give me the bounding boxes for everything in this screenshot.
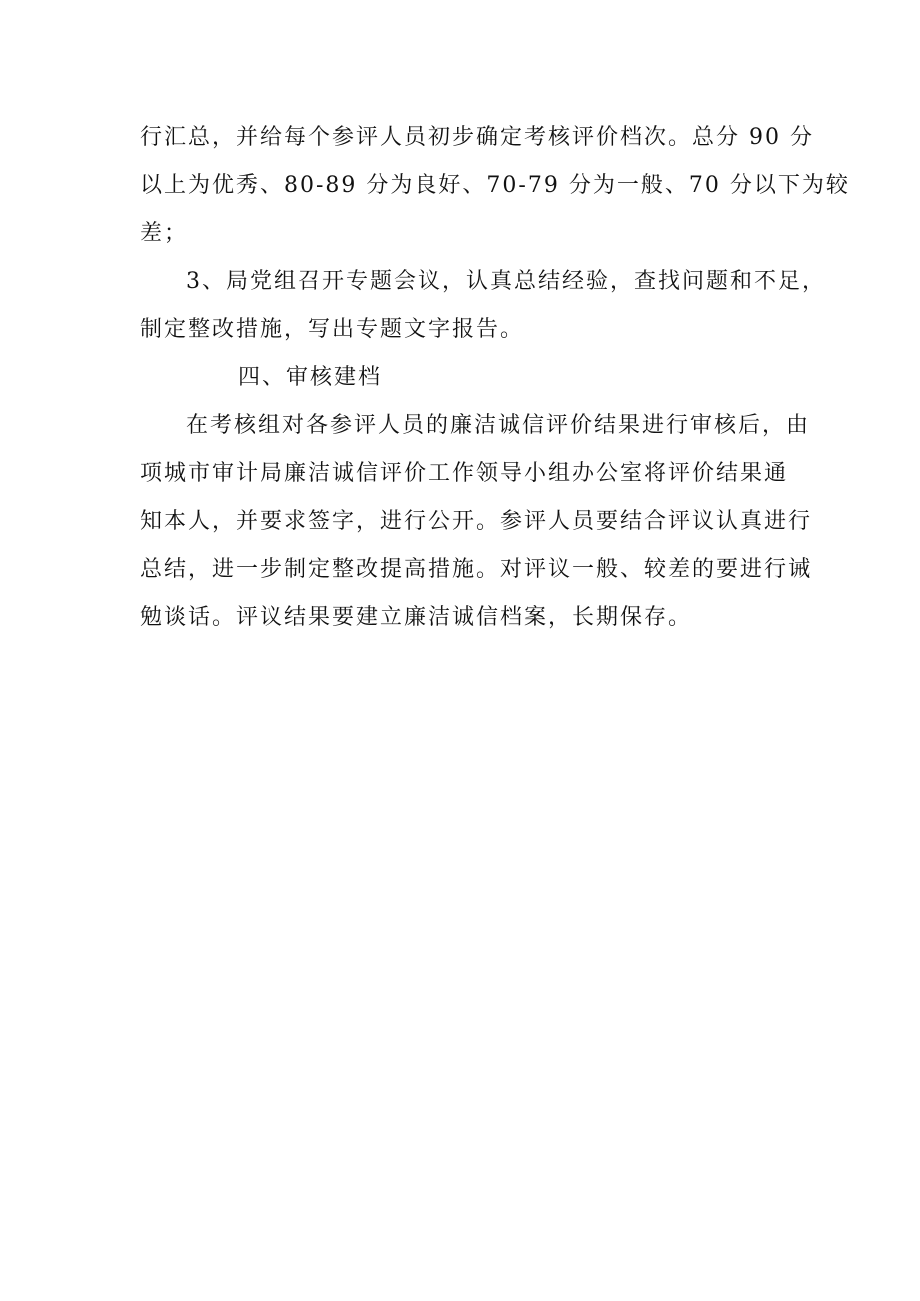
paragraph-review-archive-body [140, 402, 813, 642]
text-line: 差； [140, 221, 189, 246]
text-line: 3、局党组召开专题会议，认真总结经验，查找问题和不足， [186, 269, 826, 294]
text-line: 行汇总，并给每个参评人员初步确定考核评价档次。总分 90 分 [140, 125, 814, 150]
paragraph-party-meeting [140, 258, 826, 354]
section-heading: 四、审核建档 [238, 365, 383, 390]
text-line: 制定整改措施，写出专题文字报告。 [140, 317, 525, 342]
section-heading-review-archive [140, 354, 790, 402]
text-line: 在考核组对各参评人员的廉洁诚信评价结果进行审核后，由 [186, 413, 811, 438]
text-line: 总结，进一步制定整改提高措施。对评议一般、较差的要进行诫 [140, 557, 813, 582]
text-line: 知本人，并要求签字，进行公开。参评人员要结合评议认真进行 [140, 509, 813, 534]
text-line: 项城市审计局廉洁诚信评价工作领导小组办公室将评价结果通 [140, 461, 789, 486]
text-line: 勉谈话。评议结果要建立廉洁诚信档案，长期保存。 [140, 605, 693, 630]
text-line: 以上为优秀、80-89 分为良好、70-79 分为一般、70 分以下为较 [140, 173, 850, 198]
paragraph-evaluation-summary [140, 114, 850, 258]
